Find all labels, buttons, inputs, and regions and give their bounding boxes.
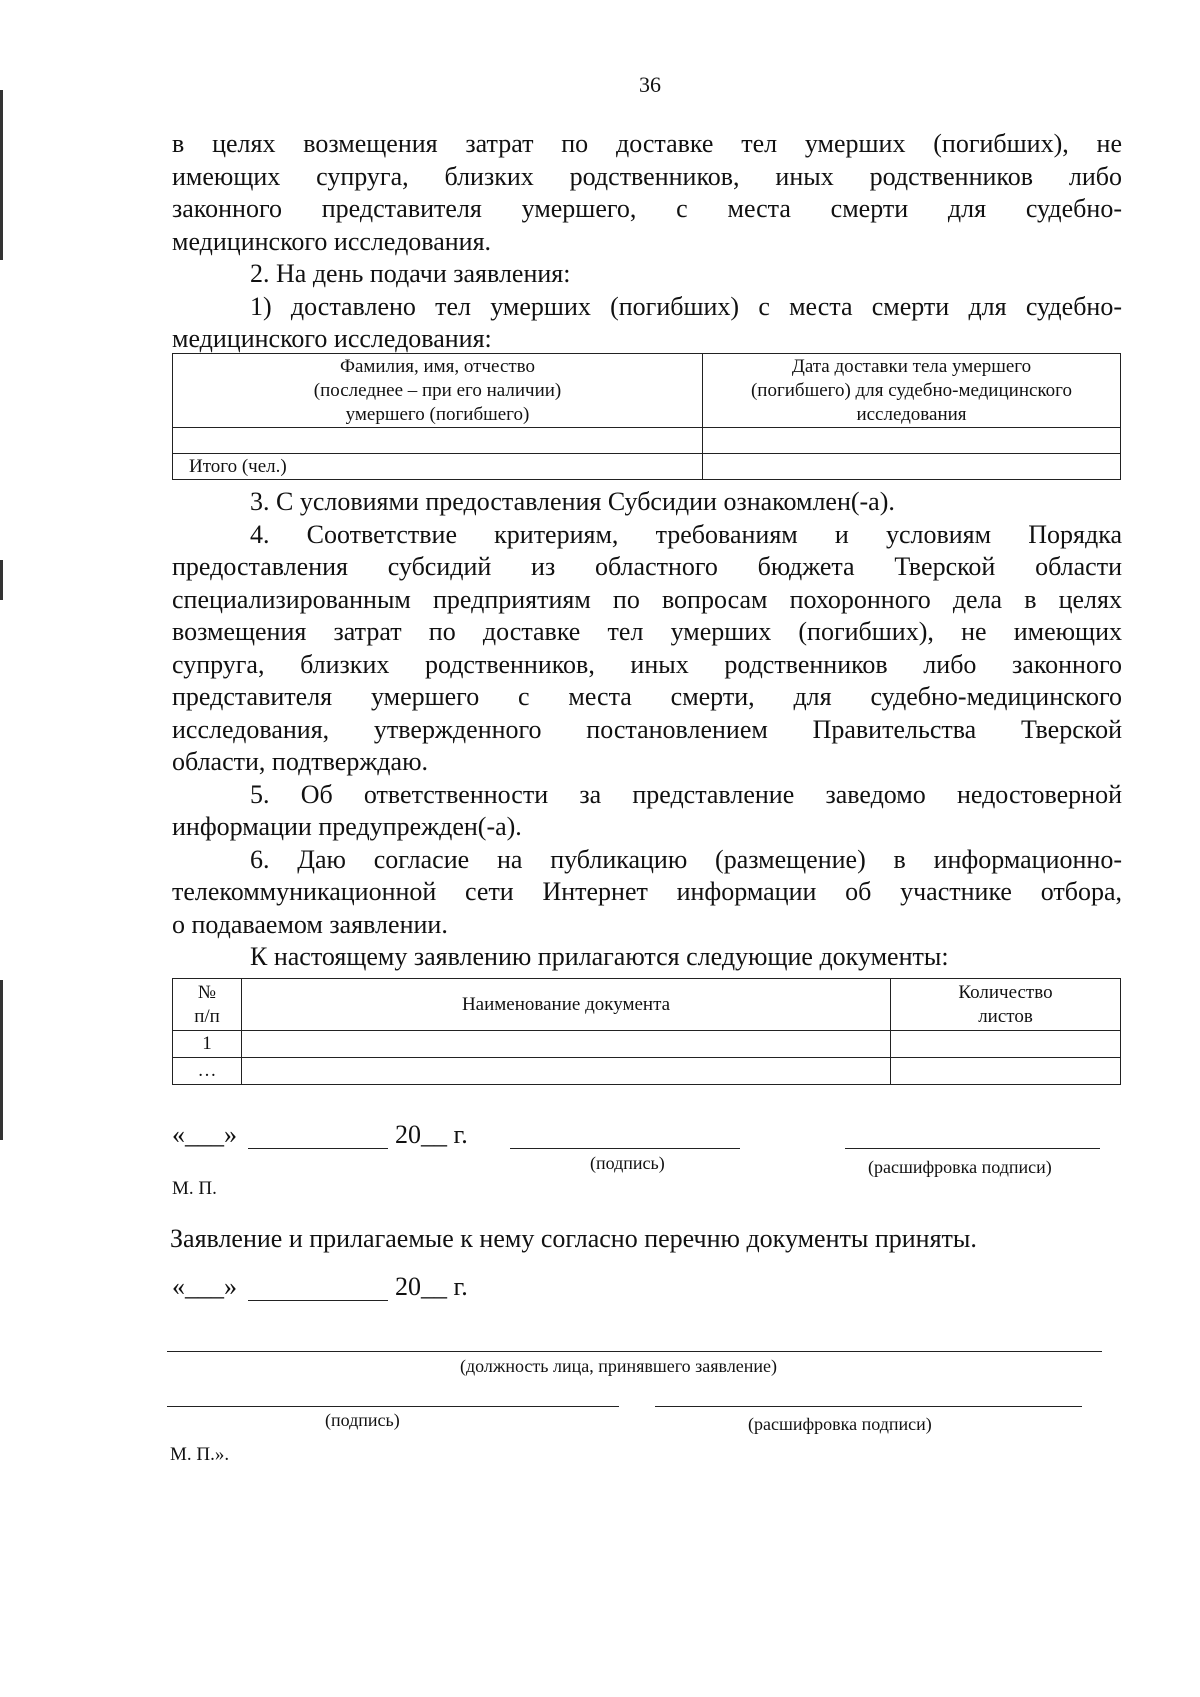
scan-edge-mark — [0, 560, 3, 600]
scan-edge-mark — [0, 90, 3, 260]
date-day-2: «___» — [172, 1272, 237, 1301]
table1-header-date: Дата доставки тела умершего (погибшего) для судебно-медицинского исследования — [703, 354, 1121, 428]
date-year-2: 20__ г. — [395, 1272, 468, 1301]
table-cell — [891, 1058, 1121, 1085]
table-cell — [703, 428, 1121, 454]
position-line — [167, 1351, 1102, 1352]
intro-paragraph: в целях возмещения затрат по доставке тел умерших (погибших), не имеющих супруга, близких родственников, иных родственников либо законного представителя умершего, с места смерти для судебно- медицинского исследования. 2. На день подачи заявления: 1) доставлено тел умерших (погибших) с места смерти для судебно- медицинского исследования: — [172, 129, 1122, 353]
signature-line-2 — [167, 1406, 619, 1407]
table2-header-count: Количество листов — [891, 979, 1121, 1031]
table2-header-name: Наименование документа — [242, 979, 891, 1031]
item-4: 4. Соответствие критериям, требованиям и условиям Порядка — [250, 519, 1122, 549]
row-number: 1 — [173, 1031, 242, 1058]
date-year: 20__ г. — [395, 1120, 468, 1149]
table-cell — [891, 1031, 1121, 1058]
table2-header-num: № п/п — [173, 979, 242, 1031]
table-row — [173, 1031, 1121, 1058]
page-number: 36 — [639, 72, 661, 97]
decode-caption: (расшифровка подписи) — [868, 1157, 1052, 1177]
item-2-1: 1) доставлено тел умерших (погибших) с места смерти для судебно- — [250, 291, 1122, 321]
item-5: 5. Об ответственности за представление заведомо недостоверной — [250, 779, 1122, 809]
signature-caption-2: (подпись) — [325, 1410, 400, 1430]
items-block: 3. С условиями предоставления Субсидии ознакомлен(-а). 4. Соответствие критериям, требованиям и условиям Порядка предоставления субсидий из областного бюджета Тверской области специализированным предприятиям по вопросам похоронного дела в целях возмещения затрат по доставке тел умерших (погибших), не имеющих супруга, близких родственников, иных родственников либо законного представителя умершего с места смерти, для судебно-медицинского исследования, утвержденного постановлением Правительства Тверской области, подтверждаю. 5. Об ответственности за представление заведомо недостоверной информации предупрежден(-а). 6. Даю согласие на публикацию (размещение) в информационно- телекоммуникационной сети Интернет информации об участнике отбора, о подаваемом заявлении. К настоящему заявлению прилагаются следующие документы: — [172, 486, 1122, 974]
stamp-place: М. П. — [172, 1178, 217, 1199]
date-month-line — [248, 1148, 388, 1149]
deliveries-table — [172, 353, 1121, 480]
stamp-place-end: М. П.». — [170, 1444, 230, 1465]
table-cell — [703, 454, 1121, 480]
row-number: … — [173, 1058, 242, 1085]
accepted-text: Заявление и прилагаемые к нему согласно перечню документы приняты. — [170, 1224, 977, 1253]
table1-header-name: Фамилия, имя, отчество (последнее – при его наличии) умершего (погибшего) — [173, 354, 703, 428]
signature-caption: (подпись) — [590, 1153, 665, 1173]
attachments-intro: К настоящему заявлению прилагаются следующие документы: — [250, 942, 949, 971]
date-month-line-2 — [248, 1300, 388, 1301]
decode-line — [845, 1148, 1100, 1149]
position-caption: (должность лица, принявшего заявление) — [460, 1356, 778, 1376]
decode-line-2 — [655, 1406, 1082, 1407]
table-row — [173, 1058, 1121, 1085]
item-6: 6. Даю согласие на публикацию (размещение) в информационно- — [250, 844, 1122, 874]
scan-edge-mark — [0, 980, 3, 1140]
item-2: 2. На день подачи заявления: — [250, 259, 571, 288]
date-day: «___» — [172, 1120, 237, 1149]
total-label: Итого (чел.) — [173, 454, 703, 480]
decode-caption-2: (расшифровка подписи) — [748, 1414, 932, 1434]
table-row — [173, 454, 1121, 480]
item-3: 3. С условиями предоставления Субсидии ознакомлен(-а). — [250, 487, 895, 516]
table-row — [173, 428, 1121, 454]
table-cell — [242, 1058, 891, 1085]
signature-line — [510, 1148, 740, 1149]
table-cell — [242, 1031, 891, 1058]
documents-table — [172, 978, 1121, 1085]
table-cell — [173, 428, 703, 454]
